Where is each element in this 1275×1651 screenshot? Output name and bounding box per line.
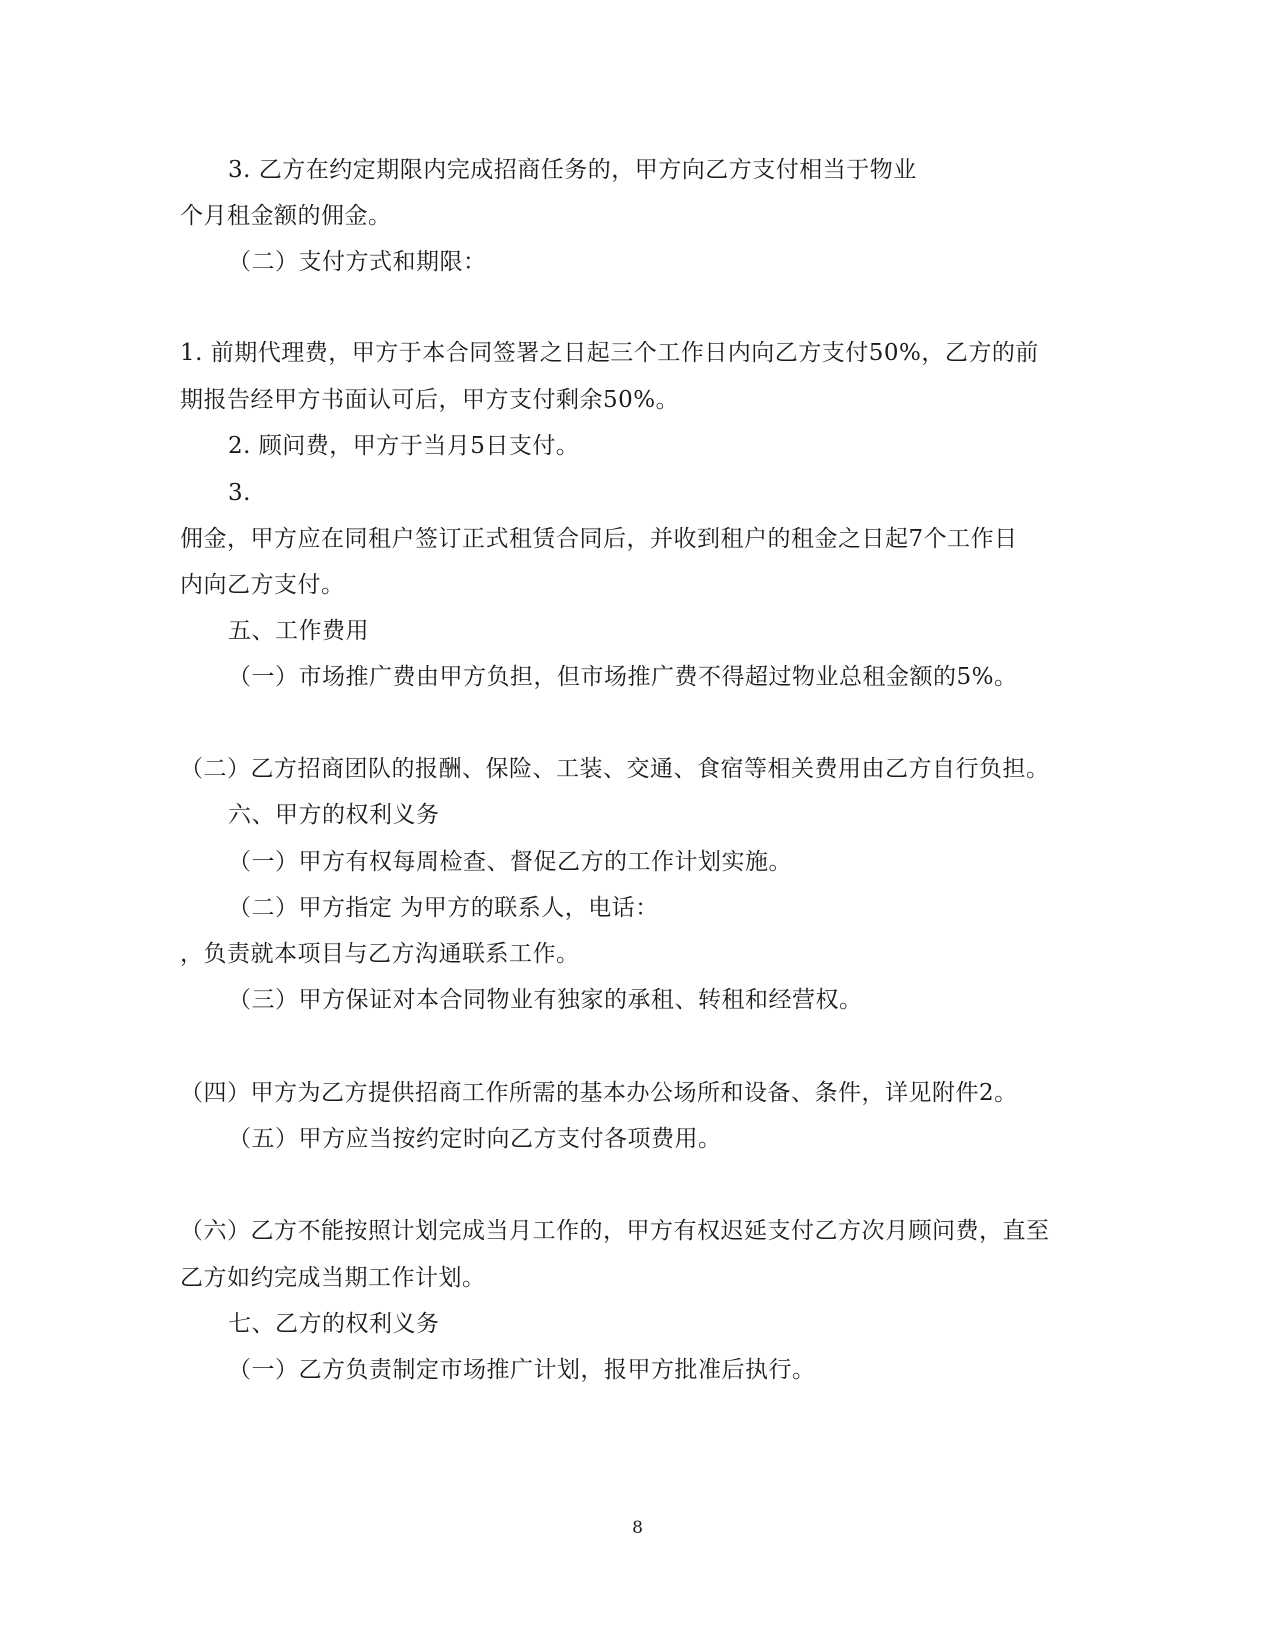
paragraph-line: （三）甲方保证对本合同物业有独家的承租、转租和经营权。	[228, 987, 863, 1013]
paragraph-line: 1. 前期代理费，甲方于本合同签署之日起三个工作日内向乙方支付50%，乙方的前	[180, 340, 1039, 366]
paragraph-line: （一）市场推广费由甲方负担，但市场推广费不得超过物业总租金额的5%。	[228, 664, 1018, 690]
section-heading: 六、甲方的权利义务	[228, 802, 440, 828]
section-heading: 五、工作费用	[228, 618, 369, 644]
paragraph-line: 2. 顾问费，甲方于当月5日支付。	[228, 433, 580, 459]
paragraph-line: 3.	[228, 480, 251, 506]
paragraph-line: 佣金，甲方应在同租户签订正式租赁合同后，并收到租户的租金之日起7个工作日	[180, 526, 1018, 552]
paragraph-line: （一）乙方负责制定市场推广计划，报甲方批准后执行。	[228, 1357, 816, 1383]
paragraph-line: 个月租金额的佣金。	[180, 203, 392, 229]
paragraph-line: （五）甲方应当按约定时向乙方支付各项费用。	[228, 1126, 722, 1152]
section-heading: 七、乙方的权利义务	[228, 1311, 440, 1337]
paragraph-line: （一）甲方有权每周检查、督促乙方的工作计划实施。	[228, 849, 792, 875]
paragraph-line: 乙方如约完成当期工作计划。	[180, 1265, 486, 1291]
paragraph-line: 3. 乙方在约定期限内完成招商任务的，甲方向乙方支付相当于物业	[228, 157, 917, 183]
paragraph-line: 内向乙方支付。	[180, 572, 345, 598]
paragraph-line: （六）乙方不能按照计划完成当月工作的，甲方有权迟延支付乙方次月顾问费，直至	[180, 1218, 1050, 1244]
paragraph-line: （二）甲方指定 为甲方的联系人，电话：	[228, 895, 659, 921]
paragraph-line: ，负责就本项目与乙方沟通联系工作。	[180, 941, 580, 967]
page-number: 8	[632, 1518, 643, 1538]
paragraph-line: （二）支付方式和期限：	[228, 249, 487, 275]
paragraph-line: （四）甲方为乙方提供招商工作所需的基本办公场所和设备、条件，详见附件2。	[180, 1080, 1018, 1106]
paragraph-line: （二）乙方招商团队的报酬、保险、工装、交通、食宿等相关费用由乙方自行负担。	[180, 756, 1050, 782]
paragraph-line: 期报告经甲方书面认可后，甲方支付剩余50%。	[180, 387, 680, 413]
